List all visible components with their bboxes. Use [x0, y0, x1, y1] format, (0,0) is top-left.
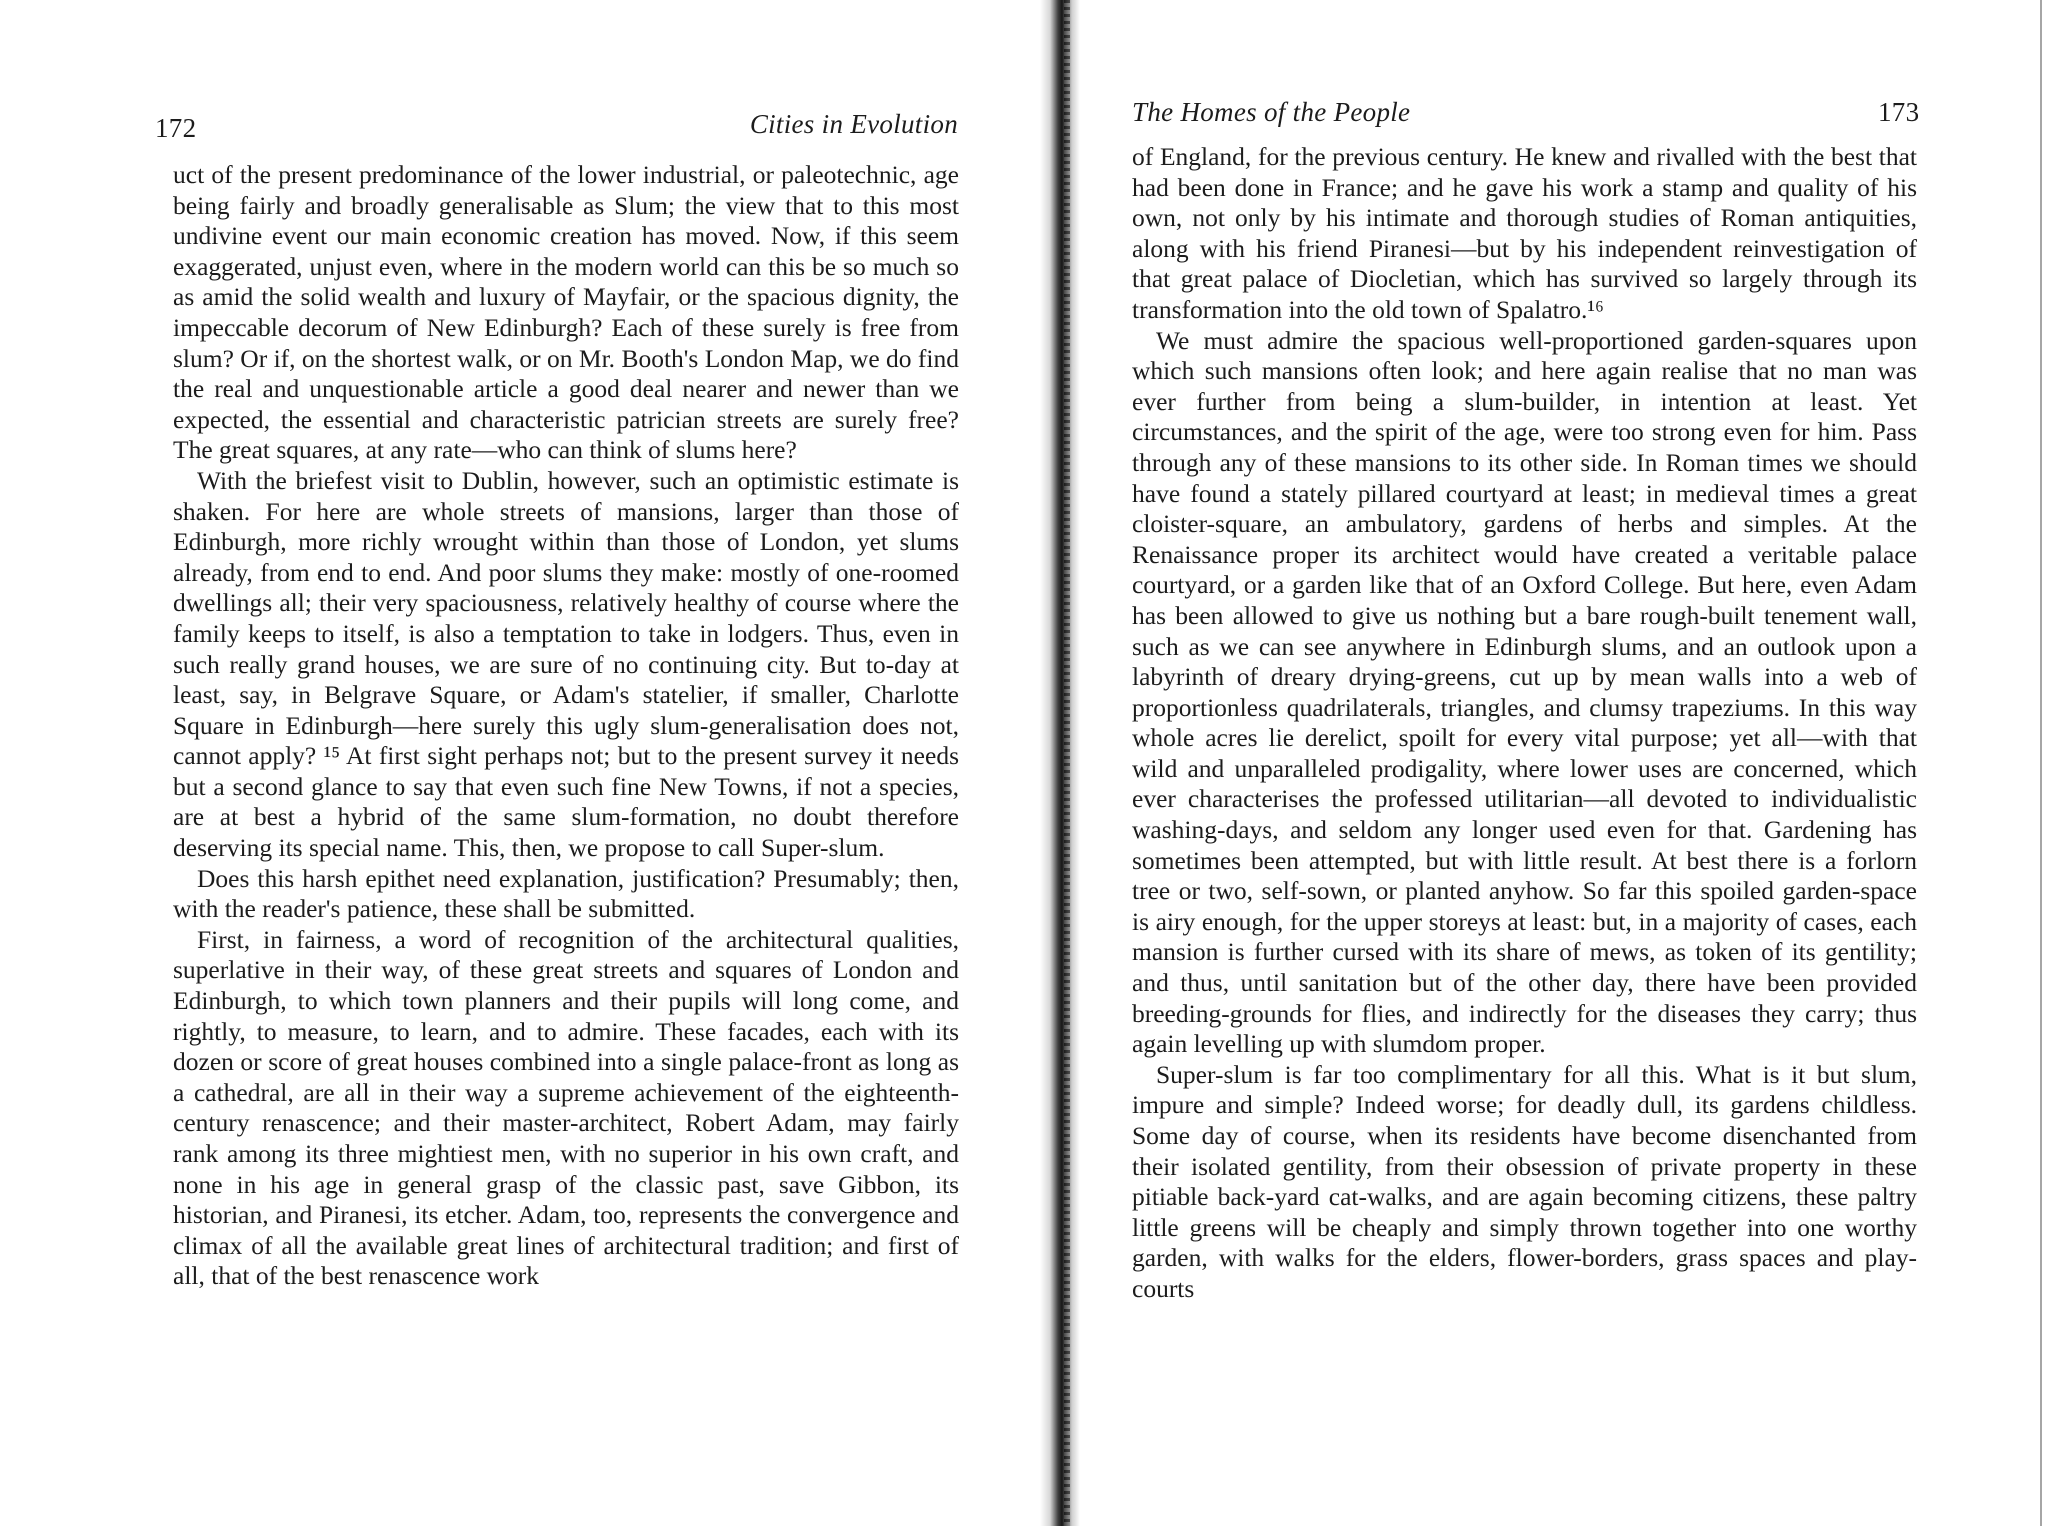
running-title-left: Cities in Evolution — [749, 109, 958, 139]
page-edge — [2040, 0, 2042, 1526]
page-number-right: 173 — [1878, 97, 1920, 127]
paragraph: of England, for the previous century. He knew and rivalled with the best that had been done in France; and he gave his work a stamp and quality of his own, not only by his intimate and thorough studies of Roman antiquities, along with his friend Piranesi—but by his independent reinvestigation of that great palace of Diocletian, which has survived so largely through its transformation into the old town of Spalatro.¹⁶ — [1132, 142, 1917, 324]
paragraph: Does this harsh epithet need explanation, justification? Presumably; then, with the reader's patience, these shall be submitted. — [173, 863, 959, 924]
paragraph: We must admire the spacious well-proportioned garden-squares upon which such mansions often look; and here again realise that no man was ever further from being a slum-builder, in intention at least. Yet circumstances, and the spirit of the age, were too strong even for him. Pass through any of these mansions to its other side. In Roman times we should have found a stately pillared courtyard at least; in medieval times a great cloister-square, an ambulatory, gardens of herbs and simples. At the Renaissance proper its architect would have created a veritable palace courtyard, or a garden like that of an Oxford College. But here, even Adam has been allowed to give us nothing but a bare rough-built tenement wall, such as we can see anywhere in Edinburgh slums, and an outlook upon a labyrinth of dreary drying-greens, cut up by mean walls into a web of proportionless quadrilaterals, triangles, and clumsy trapeziums. In this way whole acres lie derelict, spoilt for every vital purpose; yet all—with that wild and unparalleled prodigality, where lower uses are concerned, which ever characterises the professed utilitarian—all devoted to individualistic washing-days, and seldom any longer used even for that. Gardening has sometimes been attempted, but with little result. At best there is a forlorn tree or two, self-sown, or planted anyhow. So far this spoiled garden-space is airy enough, for the upper storeys at least: but, in a majority of cases, each mansion is further cursed with its share of mews, as token of its gentility; and thus, until sanitation but of the other day, there have been provided breeding-grounds for flies, and indirectly for the diseases they carry; thus again levelling up with slumdom proper. — [1132, 325, 1917, 1059]
paragraph: First, in fairness, a word of recognition of the architectural qualities, superlative in their way, of these great streets and squares of London and Edinburgh, to which town planners and their pupils will long come, and rightly, to measure, to learn, and to admire. These facades, each with its dozen or score of great houses combined into a single palace-front as long as a cathedral, are all in their way a supreme achievement of the eighteenth-century renascence; and their master-architect, Robert Adam, may fairly rank among its three mightiest men, with no superior in his own craft, and none in his age in general grasp of the classic past, save Gibbon, its historian, and Piranesi, its etcher. Adam, too, represents the convergence and climax of all the available great lines of architectural tradition; and first of all, that of the best renascence work — [173, 924, 959, 1291]
book-gutter — [1040, 0, 1080, 1526]
paragraph: Super-slum is far too complimentary for all this. What is it but slum, impure and simple? Indeed worse; for deadly dull, its gardens childless. Some day of course, when its residents have become disenchanted from their isolated gentility, from their obsession of private property in these pitiable back-yard cat-walks, and are again becoming citizens, these paltry little greens will be cheaply and simply thrown together into one worthy garden, with walks for the elders, flower-borders, grass spaces and play-courts — [1132, 1059, 1917, 1303]
running-title-right: The Homes of the People — [1132, 97, 1411, 127]
paragraph: With the briefest visit to Dublin, however, such an optimistic estimate is shaken. For here are whole streets of mansions, larger than those of Edinburgh, more richly wrought within than those of London, yet slums already, from end to end. And poor slums they make: mostly of one-roomed dwellings all; their very spaciousness, relatively healthy of course where the family keeps to itself, is also a temptation to take in lodgers. Thus, even in such really grand houses, we are sure of no continuing city. But to-day at least, say, in Belgrave Square, or Adam's statelier, if smaller, Charlotte Square in Edinburgh—here surely this ugly slum-generalisation does not, cannot apply? ¹⁵ At first sight perhaps not; but to the present survey it needs but a second glance to say that even such fine New Towns, if not a species, are at best a hybrid of the same slum-formation, no doubt therefore deserving its special name. This, then, we propose to call Super-slum. — [173, 465, 959, 863]
paragraph: uct of the present predominance of the lower industrial, or paleotechnic, age being fairly and broadly generalisable as Slum; the view that to this most undivine event our main economic creation has moved. Now, if this seem exaggerated, unjust even, where in the modern world can this be so much so as amid the solid wealth and luxury of Mayfair, or the spacious dignity, the impeccable decorum of New Edinburgh? Each of these surely is free from slum? Or if, on the shortest walk, or on Mr. Booth's London Map, we do find the real and unquestionable article a good deal nearer and newer than we expected, the essential and characteristic patrician streets are surely free? The great squares, at any rate—who can think of slums here? — [173, 160, 959, 465]
right-page — [1080, 0, 2048, 1526]
book-gutter-edge — [1064, 0, 1070, 1526]
right-body-text — [1132, 142, 1917, 1305]
left-body-text — [173, 160, 959, 1292]
page-number-left: 172 — [155, 113, 197, 143]
